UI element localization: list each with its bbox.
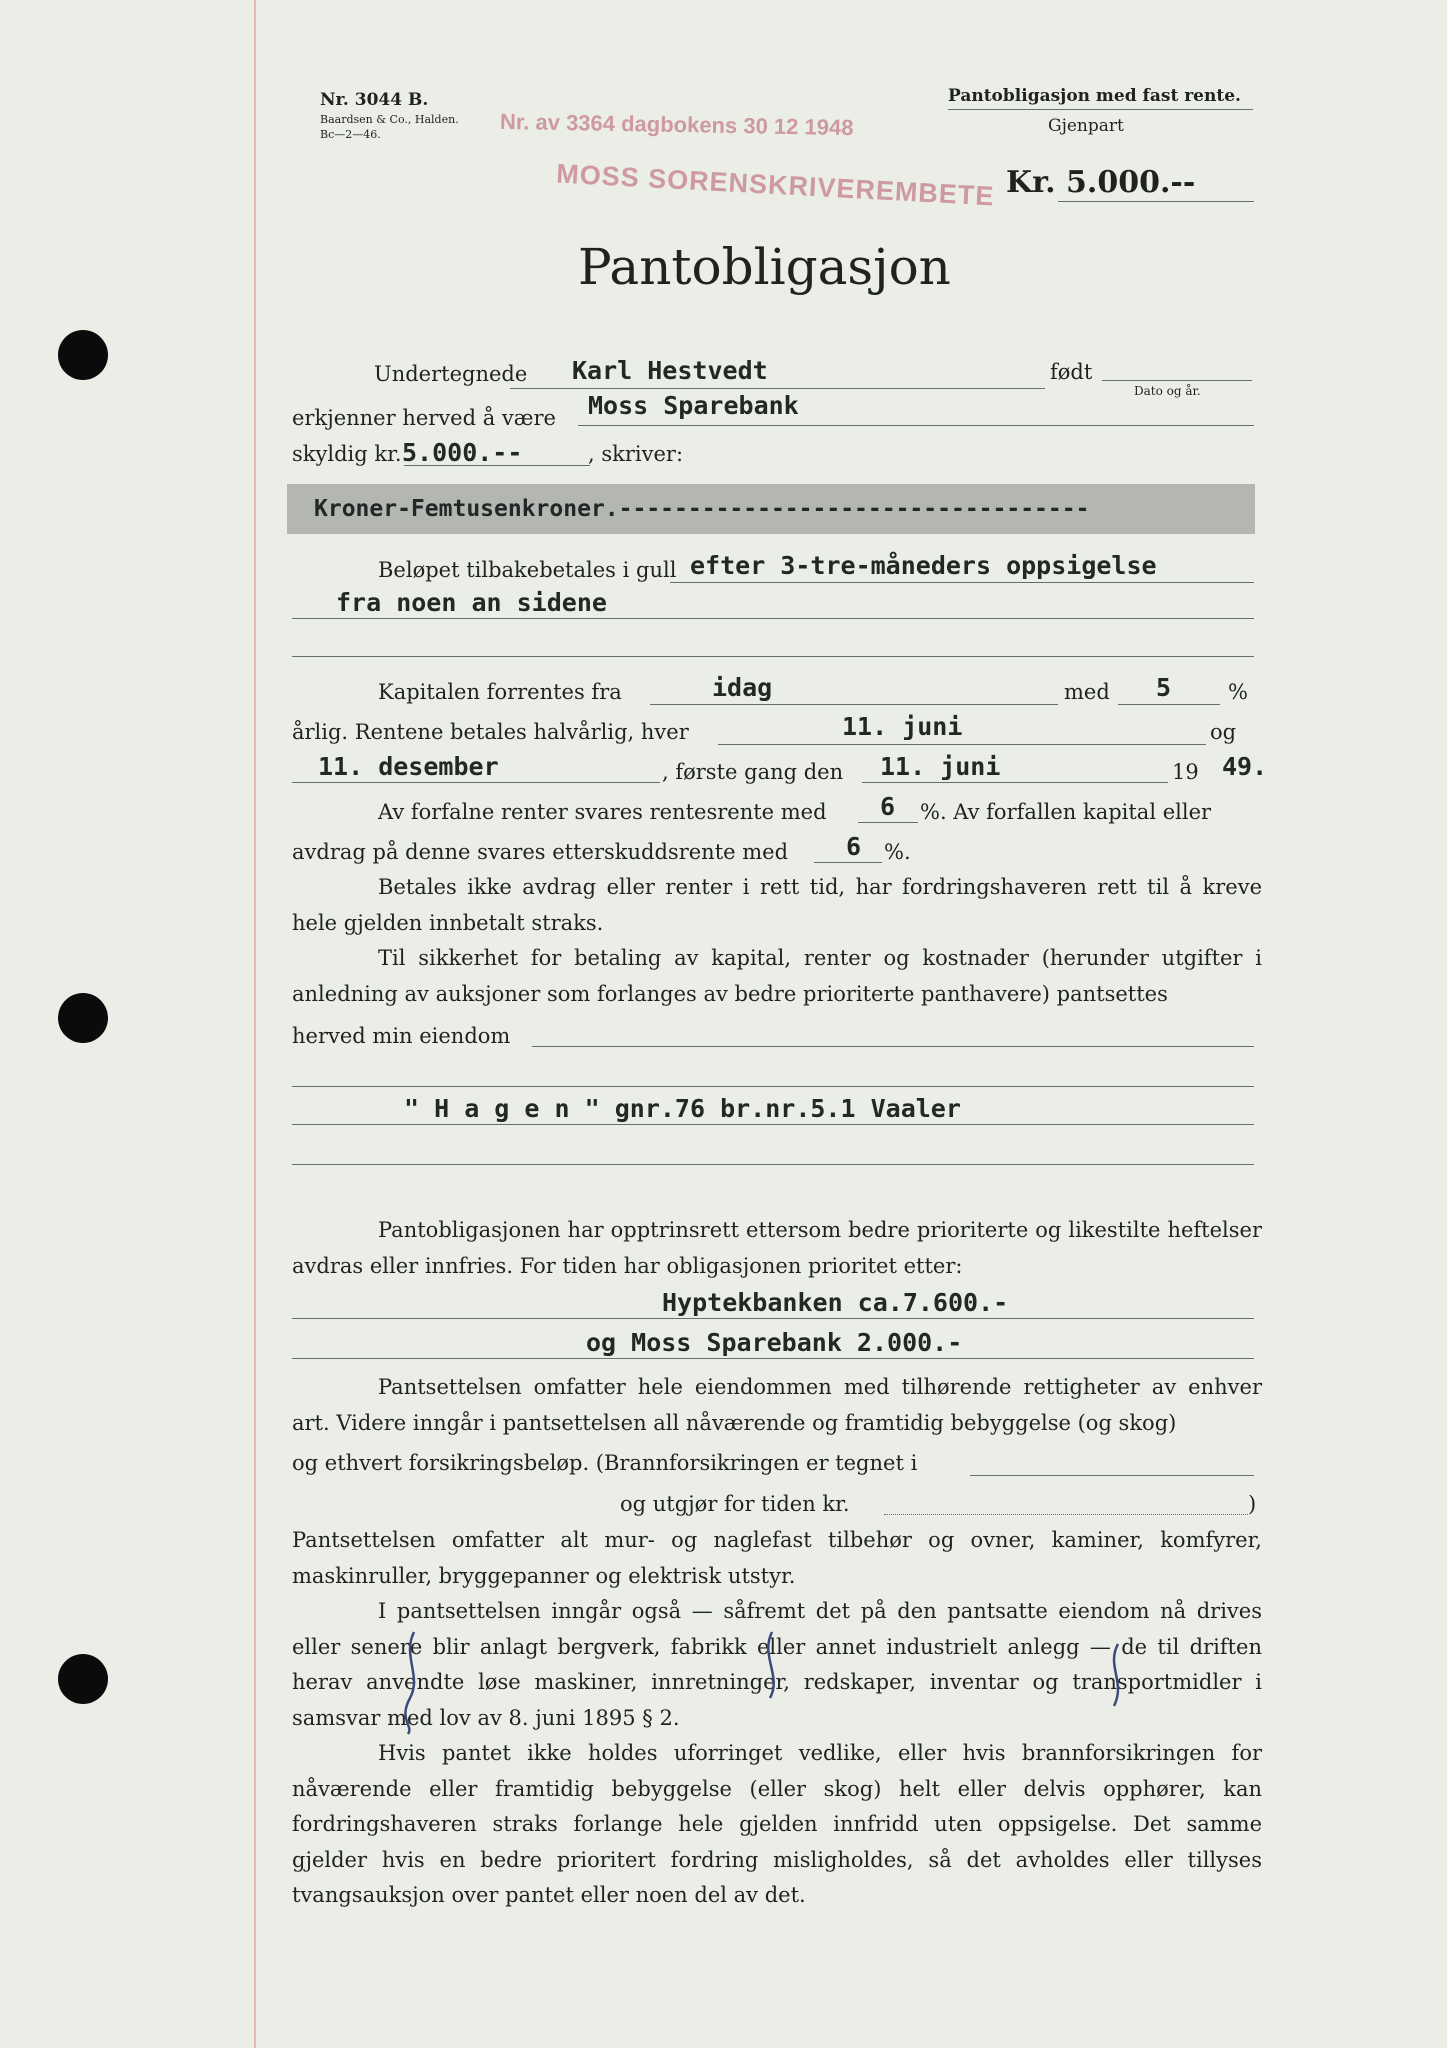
interest-from-line [650, 704, 1058, 705]
year-suffix: 49. [1222, 752, 1268, 781]
priority-entry-2: og Moss Sparebank 2.000.- [586, 1328, 963, 1357]
overdue-rate-2-line [814, 862, 882, 863]
repay-line-2 [292, 618, 1254, 619]
property-line-4 [292, 1164, 1254, 1165]
property-line-1 [532, 1046, 1254, 1047]
form-number: Nr. 3044 B. [320, 90, 429, 110]
machinery-paragraph: I pantsettelsen inngår også — såfremt det på den pantsatte eiendom nå drives eller senere blir anlagt bergverk, fabrikk eller annet industrielt anlegg — de til driften herav anvendte løse maskiner, innretninger, redskaper, inventar og transportmidler i samsvar med lov av 8. juni 1895 § 2. [292, 1599, 1262, 1730]
priority-line-2 [292, 1358, 1254, 1359]
overdue-text-3: avdrag på denne svares etterskuddsrente med [292, 840, 789, 864]
acknowledge-label: erkjenner herved å være [292, 406, 556, 430]
form-type-underline [948, 109, 1253, 110]
publisher: Baardsen & Co., Halden. [320, 113, 459, 126]
form-type: Pantobligasjon med fast rente. [948, 86, 1241, 106]
repay-line-1 [670, 582, 1254, 583]
interest-rate-line [1118, 704, 1220, 705]
fire-insurance-line [970, 1475, 1254, 1476]
form-code: Bc—2—46. [320, 128, 381, 141]
pay-date-2-line [292, 782, 660, 783]
maintenance-paragraph: Hvis pantet ikke holdes uforringet vedlike, eller hvis brannforsikringen for nåværende eller framtidig bebyggelse (eller skog) helt eller delvis opphører, kan fordringshaveren straks forlange hele gjelden innfridd uten oppsigelse. Det samme gjelder hvis en bedre prioritert fordring misligholdes, så det avholdes eller tillyses tvangsauksjon over pantet eller noen del av det. [292, 1741, 1262, 1907]
amount-in-words: Kroner-Femtusenkroner.---------------------------------- [314, 496, 1090, 522]
owe-amount: 5.000.-- [402, 438, 523, 467]
born-label: født [1050, 360, 1093, 384]
interest-from: idag [712, 673, 773, 702]
security-paragraph: Til sikkerhet for betaling av kapital, renter og kostnader (herunder utgifter i anledning av auksjoner som forlanges av bedre prioriterte panthavere) pantsettes [292, 946, 1262, 1006]
yearly-label: årlig. Rentene betales halvårlig, hver [292, 720, 689, 744]
fire-insurance-label: og ethvert forsikringsbeløp. (Brannforsikringen er tegnet i [292, 1451, 918, 1475]
overdue-rate-2: 6 [846, 832, 862, 861]
amount-heading: Kr. 5.000.-- [1006, 165, 1196, 200]
property-line-2 [292, 1086, 1254, 1087]
property-label: herved min eiendom [292, 1024, 511, 1048]
with-label: med [1064, 680, 1110, 704]
document-title: Pantobligasjon [578, 238, 951, 296]
punch-hole-top [58, 330, 108, 380]
overdue-rate-1-line [858, 822, 918, 823]
creditor-line [578, 425, 1254, 426]
priority-paragraph: Pantobligasjonen har opptrinsrett ettersom bedre prioriterte og likestilte heftelser avdras eller innfries. For tiden har obligasjonen prioritet etter: [292, 1218, 1262, 1278]
interest-from-label: Kapitalen forrentes fra [378, 680, 622, 704]
handwritten-marks [400, 1626, 1260, 1736]
copy-label: Gjenpart [1048, 116, 1124, 136]
date-year-hint: Dato og år. [1134, 384, 1201, 398]
pay-date-1: 11. juni [842, 712, 963, 741]
close-paren: ) [1248, 1492, 1257, 1516]
stamp-line-1: Nr. av 3364 dagbokens 30 12 1948 [499, 108, 854, 141]
interest-rate: 5 [1156, 673, 1172, 702]
scope-paragraph: Pantsettelsen omfatter hele eiendommen med tilhørende rettigheter av enhver art. Videre inngår i pantsettelsen all nåværende og framtidig bebyggelse (og skog) [292, 1375, 1262, 1435]
owe-label: skyldig kr. [292, 442, 402, 466]
first-date-line [862, 782, 1168, 783]
writes-label: , skriver: [588, 442, 684, 466]
born-line [1102, 380, 1252, 381]
punch-hole-middle [58, 993, 108, 1043]
insurance-amount-line [884, 1514, 1248, 1515]
undersigned-line [510, 388, 1045, 389]
first-date: 11. juni [880, 752, 1001, 781]
pay-date-2: 11. desember [318, 752, 499, 781]
repay-terms-1: efter 3-tre-måneders oppsigelse [690, 551, 1157, 580]
undersigned-label: Undertegnede [374, 362, 528, 386]
repay-label: Beløpet tilbakebetales i gull [378, 558, 677, 582]
percent-sign: % [1228, 680, 1248, 704]
overdue-text-1: Av forfalne renter svares rentesrente med [378, 800, 827, 824]
priority-line-1 [292, 1318, 1254, 1319]
and-label: og [1210, 720, 1237, 744]
stamp-line-2: MOSS SORENSKRIVEREMBETE [555, 158, 996, 212]
default-paragraph: Betales ikke avdrag eller renter i rett tid, har fordringshaveren rett til å kreve hele gjelden innbetalt straks. [292, 875, 1262, 935]
year-prefix: 19 [1172, 760, 1199, 784]
undersigned-name: Karl Hestvedt [572, 356, 768, 385]
first-time-label: , første gang den [662, 760, 844, 784]
fixtures-paragraph: Pantsettelsen omfatter alt mur- og naglefast tilbehør og ovner, kaminer, komfyrer, maskinruller, bryggepanner og elektrisk utstyr. [292, 1528, 1262, 1588]
property-description: " H a g e n " gnr.76 br.nr.5.1 Vaaler [404, 1094, 961, 1123]
pay-date-1-line [718, 744, 1206, 745]
punch-hole-bottom [58, 1654, 108, 1704]
owe-line [404, 465, 590, 466]
overdue-text-4: %. [884, 840, 911, 864]
priority-entry-1: Hyptekbanken ca.7.600.- [662, 1288, 1009, 1317]
repay-line-3 [292, 656, 1254, 657]
creditor-name: Moss Sparebank [588, 391, 799, 420]
margin-rule [254, 0, 256, 2048]
overdue-rate-1: 6 [880, 792, 896, 821]
repay-terms-2: fra noen an sidene [336, 588, 607, 617]
property-line-3 [292, 1124, 1254, 1125]
amount-underline [1058, 201, 1254, 202]
insurance-amount-label: og utgjør for tiden kr. [620, 1492, 850, 1516]
overdue-text-2: %. Av forfallen kapital eller [920, 800, 1212, 824]
